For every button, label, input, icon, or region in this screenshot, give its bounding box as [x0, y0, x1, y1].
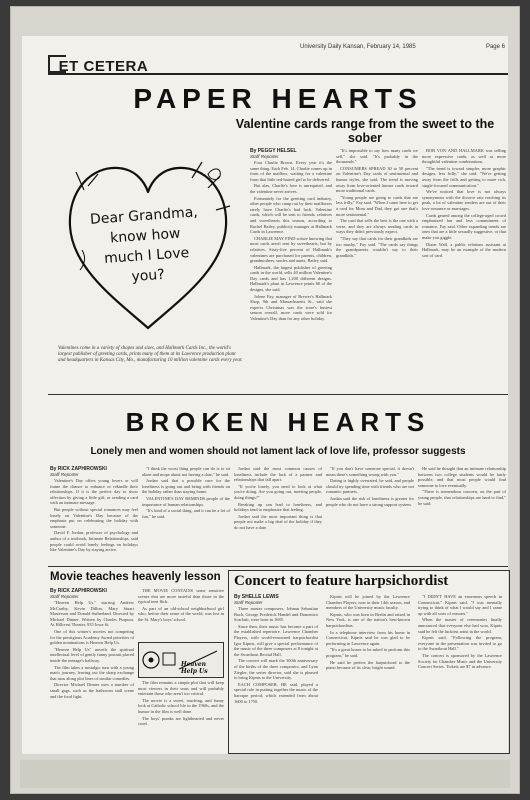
story1-paragraph: Cards geared among the college-aged crowd emphasized fun and less commitment of romance, Fay said. Other expanding trends are ones that are a little sexually suggestive, or that make you giggle.: [422, 212, 506, 240]
story2-paragraph: "If you don't have someone special, it doesn't mean there's something wrong with you.": [326, 466, 414, 477]
story1-paragraph: CONSUMERS SPREAD 30 to 50 percent on Valentine's Day cards of sentimental and humor styles, she said. The trend is moving away from love-oriented humor cards toward more traditional cards.: [336, 165, 418, 194]
story4-paragraph: Kipnis will be joined by the Lawrence Chamber Players, now in their 14th season, and members of the University music faculty.: [326, 594, 410, 611]
story3-byline: By RICK ZAPHIROWSKI: [50, 588, 107, 594]
story1-paragraph: "It's impossible to say how many cards we sell," she said. "It's probably in the thousands.": [336, 148, 418, 165]
story4-paragraph: The concert will mark the 300th anniversary of the births of the three composers, and Lynn Ziegler, the series director, said she is pleased to bring Kipnis to the University.: [234, 658, 318, 681]
story3-title: Movie teaches heavenly lesson: [50, 571, 221, 583]
story3-paragraph: The film takes a nostalgic turn with a young man's journey, leaving out the sharp exchange that runs along plot lines of similar comedies.: [50, 664, 134, 681]
scan-margin: [20, 760, 510, 788]
story2-paragraph: VALENTINE'S DAY REMINDS people of the importance of human relationships.: [142, 495, 230, 507]
story4-title: Concert to feature harpsichordist: [234, 573, 449, 589]
story4-paragraph: Since then, their music has become a part of the established repertoire. Lawrence Chamber Players, with world-renowned harpsichordist Igor Kipnis, will give a special performance of the music of the three composers at 8 tonight at the Swarthout Recital Hall.: [234, 623, 318, 657]
story1-paragraph: "The trend is toward simpler, more graphic designs, less frilly," she said. "We're getting away from the frills and getting to more rich, single-focused communication.": [422, 165, 506, 188]
story2-paragraph: But people without special romances may feel lonely on Valentine's Day because of the emphasis put on celebrating the holiday with someone.: [50, 506, 138, 529]
story3-paragraph: THE MOVIE CONTAINS some sensitive scenes that are more tasteful than those in the typical teen flick.: [138, 588, 224, 605]
card-handwriting: Dear Grandma, know how much I Love you?: [89, 204, 199, 286]
story1-paragraph: Diane Wall, a public relations assistant at Hallmark, may be an example of the modern sort of card.: [422, 241, 506, 258]
story4-paragraph: The concert is sponsored by the Lawrence Society for Chamber Music and the University Concert Series. Tickets are $7 in advance.: [418, 652, 502, 670]
story4-paragraph: Kipnis said, "Following the program, everyone in the presentation was invited to go to the Swarthout Hall.": [418, 635, 502, 652]
story3-paragraph: "Heaven Help Us," starring Andrew McCarthy, Kevin Dillon, Mary Stuart Masterson and Donald Sutherland. Directed by Michael Dinner. Written by Charles Purpura. At Hillcrest Theater, 935 Iowa St.: [50, 600, 134, 628]
story2-column-1: [50, 466, 138, 562]
story4-paragraph: EACH COMPOSER, HE said, played a special role in putting together the music of the baroque period, which extended from about 1600 to 1750.: [234, 681, 318, 704]
story4-column-2: [326, 594, 410, 748]
story2-paragraph: Jordan said the risk of loneliness is greater for people who do not have a strong support system.: [326, 495, 414, 507]
story2-paragraph: "If you're lonely, you need to look at what you're doing. Are you going out, meeting people, doing things?": [234, 483, 322, 500]
story4-column-1: [234, 594, 318, 748]
story4-paragraph: Kipnis, who was born in Berlin and raised in New York, is one of the nation's best-known harpsichordists.: [326, 611, 410, 628]
story3-paragraph: As part of an old-school neighborhood girl who, before their sense of the world, was lost in the St. Mary's boys' school.: [138, 605, 224, 622]
story1-column-2: [336, 148, 418, 390]
story1-paragraph: The card that sells the best is the one with a verse, and they are always sending cards in ways they didn't previously expect.: [336, 218, 418, 235]
story1-caption: Valentines come in a variety of shapes and sizes, and Hallmark Cards Inc., the world's largest publisher of greeting cards, prints many of them at its Lawrence production plant and headquarters in Kansas City, Mo., manufacturing 10 million valentine cards every year.: [58, 346, 243, 363]
story1-paragraph: CHARLIE MAY FIND solace knowing that most cards aren't sent by sweethearts, but by relatives. Sixty-five percent of Hallmark's valentines are purchased for parents, children, grandmothers, uncles and aunts, Bailey said.: [250, 235, 332, 264]
story2-paragraph: Jordan said that a possible cure for the loneliness is going out and being with friends on the holiday rather than staying home.: [142, 478, 230, 495]
story4-paragraph: Three master composers, Johann Sebastian Bach, George Frederick Handel and Domenico Scarlatti, were born in 1685.: [234, 606, 318, 623]
divider: [48, 566, 508, 567]
story2-column-4: [326, 466, 414, 562]
story3-paragraph: "Heaven Help Us" unveils the spiritual intellectual level of gently funny portrait placed inside the teenage's halfway.: [50, 646, 134, 663]
story1-column-1: [250, 148, 332, 390]
story3-column-3: [138, 680, 224, 750]
story3-byline-role: Staff Reporter: [50, 594, 79, 599]
movie-poster: [138, 642, 224, 678]
story1-byline-role: Staff Reporter: [250, 154, 279, 159]
story1-paragraph: We've noticed that love is not always synonymous with the divorce rate reaching its peak, a lot of valentine senders are out of their love romance or marriages.: [422, 189, 506, 211]
story2-column-5: [418, 466, 506, 562]
story1-paragraph: "They say that cards for their grandkids are too mushy," Fay said. "The cards say things the grandparents wouldn't say to their grandkids.": [336, 235, 418, 258]
story4-paragraph: "I DIDN'T HAVE an enormous speech in Connecticut," Kipnis said. "I was mentally trying to think of what I would say and I came up with all sorts of reasons.": [418, 594, 502, 616]
story2-paragraph: Jordan said the most common causes of loneliness include the lack of a partner and relationships that fall apart.: [234, 466, 322, 483]
story2-paragraph: Jordan said the most important thing is that people not make a big deal of the holiday if they do not have a date.: [234, 513, 322, 530]
story2-paragraph: "There is tremendous concern, on the part of young people, that relationships are hard to find," he said.: [418, 489, 506, 506]
story1-paragraph: But alas, Charlie's love is unrequited, and the valentine never arrives.: [250, 183, 332, 194]
story4-paragraph: "It's a great honor to be asked to perform this program," he said.: [326, 647, 410, 658]
page-number: Page 6: [485, 44, 505, 50]
divider: [48, 394, 508, 395]
story3-paragraph: The boys' pranks are lighthearted and never cruel.: [138, 715, 224, 727]
story2-column-3: [234, 466, 322, 562]
story1-deck: Valentine cards range from the sweet to the sober: [235, 117, 495, 145]
story4-byline-role: Staff Reporter: [234, 600, 263, 605]
story2-title: BROKEN HEARTS: [125, 407, 431, 437]
story1-paragraph: Jolene Fay, manager of Brewer's Hallmark Shop, 9th and Massachusetts St., said she expects Christmas was the store's busiest season overall, more cards were sold for Valentine's Day than for any other holiday.: [250, 293, 332, 322]
story1-paragraph: Four Charlie Brown. Every year it's the same thing. Each Feb. 14, Charlie comes up in front of the mailbox, waiting for a valentine from that little red-haired girl to be delivered.: [250, 160, 332, 182]
story1-paragraph: BOB VON AND HALLMARK was selling more expressive cards, as well as more thoughtful valentine combinations.: [422, 148, 506, 165]
story2-paragraph: "I think the worst thing people can do is to sit alone and mope about not having a date," he said.: [142, 466, 230, 477]
story2-byline-role: Staff Reporter: [50, 472, 79, 477]
story2-column-2: [142, 466, 230, 562]
story4-paragraph: When the master of ceremonies finally announced that everyone else had won, Kipnis said he felt the luckiest artist in the world.: [418, 617, 502, 634]
story2-paragraph: "It's kind of a social thing, and it can be a lot of fun," he said.: [142, 508, 230, 519]
publication-line: University Daily Kansan, February 14, 1985: [300, 44, 416, 50]
story4-paragraph: In a telephone interview from his home in Connecticut, Kipnis said he was glad to be performing in Lawrence again.: [326, 629, 410, 646]
running-head: [300, 44, 505, 54]
story2-deck: Lonely men and women should not lament lack of love life, professor suggests: [90, 446, 466, 457]
story2-byline: By RICK ZAPHIROWSKI: [50, 466, 107, 472]
story1-byline: By PEGGY HELSEL: [250, 148, 297, 154]
story1-paragraph: "Young people are going to cards that are less frilly," Fay said. "When I came here to get a card for Mom and Dad, they got one that's more sentimental.": [336, 194, 418, 217]
story1-title: PAPER HEARTS: [133, 83, 423, 114]
story3-paragraph: The movie is a sweet, touching, and funny look at Catholic school life in the 1960s, and the humor in the film is well done.: [138, 697, 224, 714]
story3-column-1: [50, 588, 134, 750]
section-heading: [48, 55, 508, 75]
story2-paragraph: Dating is highly overrated, he said, and people should try spending time with friends who are not romantic partners.: [326, 478, 414, 495]
story4-byline: By SHELLE LEWIS: [234, 594, 279, 600]
story2-paragraph: Breaking up can lead to loneliness, and holidays tend to emphasize that feeling.: [234, 501, 322, 513]
story3-column-2: [138, 588, 224, 640]
story4-paragraph: He said he prefers the harpsichord to the piano because of its clear, bright sound.: [326, 659, 410, 671]
story1-paragraph: Fortunately for the greeting card industry, other people who camp out by their mailboxes rarely have Charlie's bad luck. Valentine cards, which will be sent to friends, relatives and sweethearts this season, according to Rachel Bailey, publicity manager at Hallmark Cards in Lawrence.: [250, 195, 332, 235]
story3-paragraph: The film remains a simple plot that will keep most viewers in their seats and will probably entertain those who aren't too critical.: [138, 680, 224, 697]
story4-column-3: [418, 594, 502, 748]
story3-paragraph: One of this winter's movies not competing for the prestigious Academy Award priorities of golden nominations is Heaven Help Us.: [50, 628, 134, 646]
section-title: ET CETERA: [58, 58, 149, 75]
story3-paragraph: Director Michael Dinner uses a number of small gags, such as the bathroom stall scene and the food fight.: [50, 682, 134, 699]
story1-column-3: [422, 148, 506, 390]
movie-poster-title: Heaven Help Us: [181, 661, 208, 675]
story1-paragraph: Hallmark, the largest publisher of greeting cards in the world, sells 40 million Valentine's Day cards and has 1,200 different designs. Hallmark's plant in Lawrence prints 60 of the designs, she said.: [250, 264, 332, 293]
story2-paragraph: David F. Jordan, professor of psychology and author of a textbook, Intimate Relationships, said people could avoid lonely feelings on holidays like Valentine's Day by staying active.: [50, 530, 138, 553]
story2-paragraph: Valentine's Day offers young lovers or will frame the chance to enhance or rekindle their relationships. If it is the perfect day to show affection by giving a little gift, or sending a card with an intimate message.: [50, 478, 138, 506]
story2-paragraph: He said he thought that an intimate relationship between two college students would be fairly possible, and that most people would find someone to love eventually.: [418, 466, 506, 488]
